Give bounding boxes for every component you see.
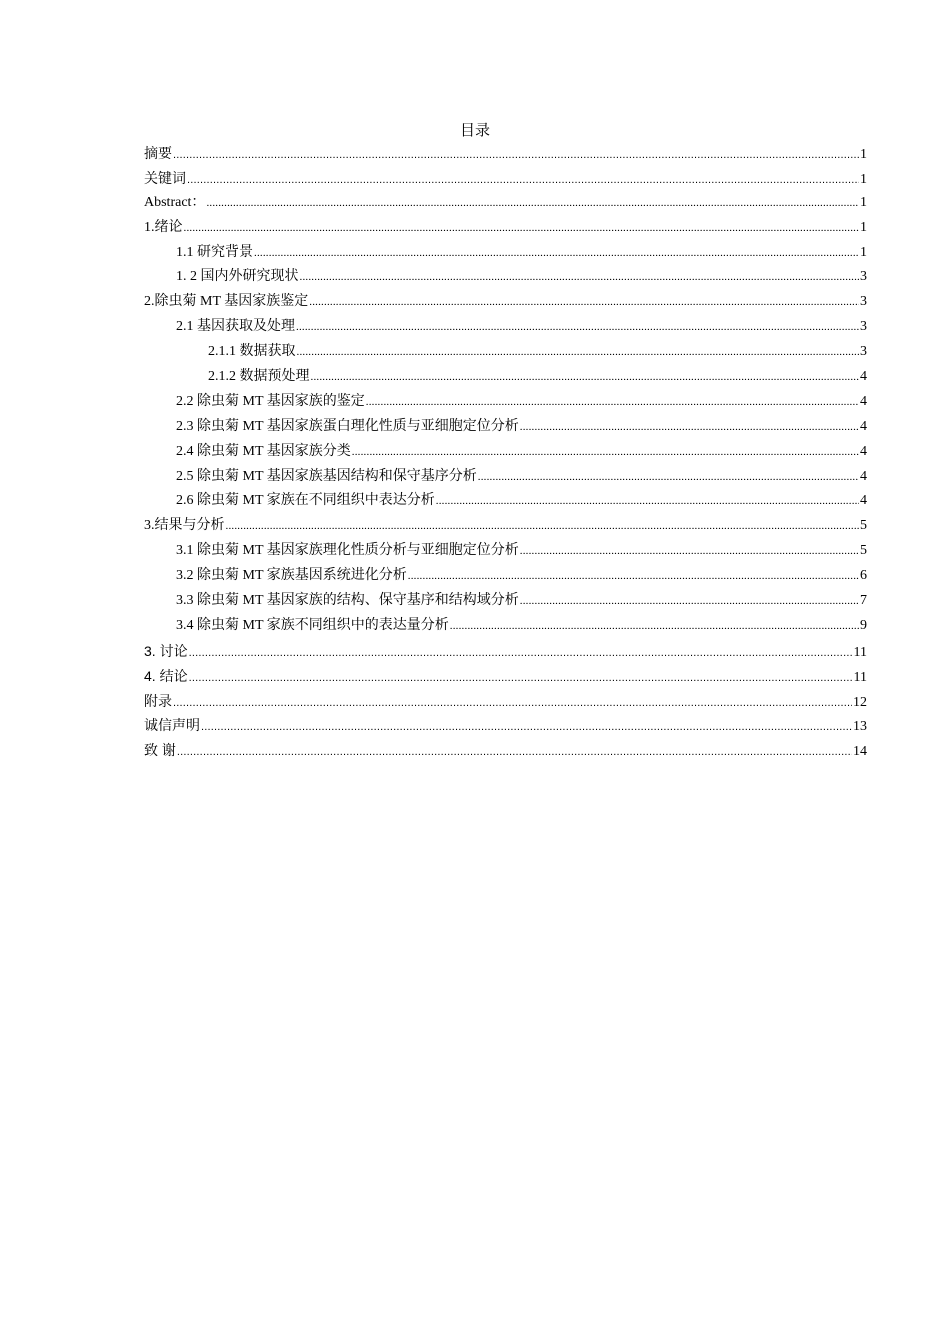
dot-leader	[254, 242, 859, 264]
dot-leader	[177, 741, 852, 763]
toc-entry-label: 2.1.1 数据获取	[208, 344, 296, 360]
toc-entry[interactable]	[144, 714, 867, 739]
toc-entry-label: 2.5 除虫菊 MT 基因家族基因结构和保守基序分析	[176, 468, 477, 484]
toc-entry[interactable]	[144, 142, 867, 167]
toc-entry[interactable]	[144, 739, 867, 764]
toc-entry-page: 4	[860, 493, 867, 509]
toc-entry[interactable]	[144, 192, 867, 217]
dot-leader	[309, 291, 859, 313]
dot-leader	[520, 416, 859, 438]
dot-leader	[206, 192, 859, 214]
toc-entry[interactable]	[144, 615, 867, 640]
toc-entry-page: 4	[860, 418, 867, 434]
toc-entry[interactable]	[144, 565, 867, 590]
toc-entry[interactable]	[144, 515, 867, 540]
toc-entry-page: 9	[860, 617, 867, 633]
toc-entry-label: 1.1 研究背景	[176, 244, 253, 260]
toc-entry-label: 关键词	[144, 169, 186, 186]
dot-leader	[300, 266, 860, 288]
toc-entry-page: 3	[860, 294, 867, 310]
dot-leader	[352, 441, 859, 463]
toc-entry-label: Abstract：	[144, 194, 206, 210]
toc-entry-page: 11	[853, 669, 867, 685]
toc-entry-page: 1	[860, 147, 867, 162]
toc-entry-page: 7	[860, 593, 867, 609]
dot-leader	[520, 540, 859, 562]
toc-entry-page: 4	[860, 369, 867, 385]
toc-entry-page: 5	[860, 518, 867, 534]
toc-entry[interactable]	[144, 590, 867, 615]
toc-entry-page: 1	[860, 194, 867, 210]
dot-leader	[226, 515, 860, 537]
dot-leader	[436, 490, 859, 512]
dot-leader	[173, 144, 859, 166]
toc-entry-page: 1	[860, 244, 867, 260]
toc-entry-label: 3.结果与分析	[144, 518, 225, 534]
toc-entry-label: 诚信声明	[144, 717, 200, 734]
toc-entry-label: 1.绪论	[144, 219, 183, 235]
toc-entry-label: 2.除虫菊 MT 基因家族鉴定	[144, 294, 309, 310]
toc-entry-page: 1	[860, 219, 867, 235]
toc-entry-label: 2.2 除虫菊 MT 基因家族的鉴定	[176, 393, 365, 409]
toc-entry-page: 3	[860, 269, 867, 285]
toc-entry-page: 11	[853, 644, 867, 660]
toc-entry[interactable]	[144, 316, 867, 341]
toc-entry[interactable]	[144, 690, 867, 715]
table-of-contents	[144, 142, 867, 764]
dot-leader	[520, 590, 859, 612]
toc-entry[interactable]	[144, 665, 867, 690]
toc-entry[interactable]	[144, 640, 867, 665]
toc-entry-label: 2.1.2 数据预处理	[208, 369, 310, 385]
dot-leader	[450, 615, 859, 637]
toc-entry-page: 4	[860, 393, 867, 409]
dot-leader	[189, 642, 853, 664]
toc-entry[interactable]	[144, 341, 867, 366]
toc-entry-label: 3.4 除虫菊 MT 家族不同组织中的表达量分析	[176, 617, 449, 633]
dot-leader	[311, 366, 860, 388]
dot-leader	[296, 316, 859, 338]
toc-entry[interactable]	[144, 291, 867, 316]
toc-entry-label: 2.1 基因获取及处理	[176, 319, 295, 335]
toc-entry[interactable]	[144, 416, 867, 441]
dot-leader	[478, 466, 859, 488]
toc-entry-label: 3.3 除虫菊 MT 基因家族的结构、保守基序和结构域分析	[176, 593, 519, 609]
dot-leader	[184, 217, 860, 239]
toc-entry-page: 6	[860, 568, 867, 584]
toc-entry-page: 4	[860, 468, 867, 484]
toc-entry-page: 3	[860, 319, 867, 335]
dot-leader	[297, 341, 860, 363]
toc-entry-page: 1	[860, 171, 867, 187]
toc-entry-page: 14	[853, 744, 867, 760]
toc-entry[interactable]	[144, 490, 867, 515]
toc-entry-label: 3. 讨论	[144, 642, 188, 659]
toc-entry[interactable]	[144, 441, 867, 466]
toc-entry[interactable]	[144, 266, 867, 291]
toc-entry[interactable]	[144, 466, 867, 491]
toc-entry-label: 摘要	[144, 145, 172, 161]
toc-entry[interactable]	[144, 217, 867, 242]
toc-entry-label: 1. 2 国内外研究现状	[176, 269, 299, 285]
toc-entry-page: 4	[860, 443, 867, 459]
toc-entry[interactable]	[144, 366, 867, 391]
toc-entry-label: 3.1 除虫菊 MT 基因家族理化性质分析与亚细胞定位分析	[176, 543, 519, 559]
toc-entry-label: 附录	[144, 692, 172, 709]
dot-leader	[366, 391, 859, 413]
toc-entry[interactable]	[144, 391, 867, 416]
toc-entry-label: 2.3 除虫菊 MT 基因家族蛋白理化性质与亚细胞定位分析	[176, 418, 519, 434]
toc-entry-label: 3.2 除虫菊 MT 家族基因系统进化分析	[176, 568, 407, 584]
toc-entry-label: 2.4 除虫菊 MT 基因家族分类	[176, 443, 351, 459]
dot-leader	[173, 692, 852, 714]
dot-leader	[187, 169, 859, 191]
toc-entry-label: 2.6 除虫菊 MT 家族在不同组织中表达分析	[176, 493, 435, 509]
dot-leader	[189, 667, 853, 689]
toc-entry-page: 5	[860, 543, 867, 559]
toc-entry-page: 13	[853, 719, 867, 735]
toc-entry-page: 3	[860, 344, 867, 360]
toc-entry-page: 12	[853, 694, 867, 710]
dot-leader	[408, 565, 859, 587]
toc-entry-label: 致 谢	[144, 742, 176, 759]
dot-leader	[201, 716, 852, 738]
toc-entry[interactable]	[144, 540, 867, 565]
toc-entry[interactable]	[144, 242, 867, 267]
toc-title: 目录	[459, 123, 490, 139]
toc-entry-label: 4. 结论	[144, 667, 188, 684]
toc-entry[interactable]	[144, 167, 867, 192]
